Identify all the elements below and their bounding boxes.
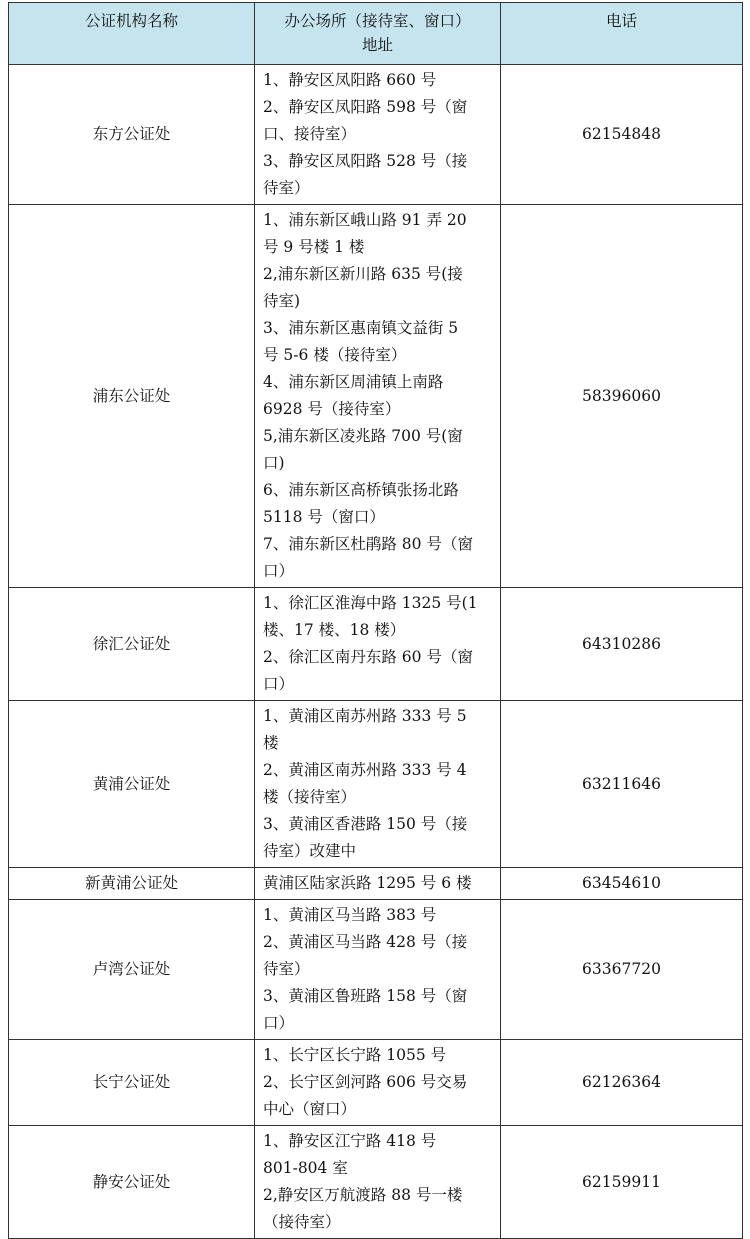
office-phone: 62154848 xyxy=(582,125,661,143)
address-line: 口、接待室） xyxy=(263,125,357,143)
address-line: 3、黄浦区鲁班路 158 号（窗 xyxy=(263,987,468,1005)
address-line: 1、黄浦区马当路 383 号 xyxy=(263,906,437,924)
address-line: 2,浦东新区新川路 635 号(接 xyxy=(263,265,463,283)
table-row xyxy=(9,65,743,205)
address-line: 口） xyxy=(263,675,295,693)
address-line: （接待室） xyxy=(263,1213,341,1231)
address-line: 1、长宁区长宁路 1055 号 xyxy=(263,1046,447,1064)
office-address-cell xyxy=(255,900,501,1040)
address-line: 待室） xyxy=(263,179,310,197)
office-name-cell xyxy=(9,1040,255,1126)
address-line: 口) xyxy=(263,454,285,472)
office-name-cell xyxy=(9,900,255,1040)
address-line: 3、静安区凤阳路 528 号（接 xyxy=(263,152,468,170)
office-name-cell xyxy=(9,65,255,205)
table-row xyxy=(9,588,743,701)
address-line: 2、长宁区剑河路 606 号交易 xyxy=(263,1073,468,1091)
office-address-cell xyxy=(255,1040,501,1126)
address-line: 黄浦区陆家浜路 1295 号 6 楼 xyxy=(263,874,472,892)
address-line: 2,静安区万航渡路 88 号一楼 xyxy=(263,1186,463,1204)
table-row xyxy=(9,1126,743,1239)
address-line: 中心（窗口） xyxy=(263,1100,357,1118)
address-line: 1、徐汇区淮海中路 1325 号(1 xyxy=(263,594,478,612)
address-line: 号 5-6 楼（接待室） xyxy=(263,346,407,364)
office-phone: 63367720 xyxy=(582,960,661,978)
office-address-cell xyxy=(255,205,501,588)
address-line: 1、静安区凤阳路 660 号 xyxy=(263,71,437,89)
address-line: 2、徐汇区南丹东路 60 号（窗 xyxy=(263,648,473,666)
office-name: 静安公证处 xyxy=(92,1172,171,1191)
address-line: 801-804 室 xyxy=(263,1159,348,1177)
address-line: 2、黄浦区马当路 428 号（接 xyxy=(263,933,468,951)
address-line: 楼（接待室） xyxy=(263,788,357,806)
office-phone-cell xyxy=(501,205,743,588)
office-phone: 62159911 xyxy=(582,1172,661,1191)
table-row xyxy=(9,701,743,868)
address-line: 待室）改建中 xyxy=(263,842,357,860)
office-address-cell xyxy=(255,1126,501,1239)
address-line: 6928 号（接待室） xyxy=(263,400,401,418)
table-row xyxy=(9,900,743,1040)
office-phone-cell xyxy=(501,65,743,205)
office-name: 浦东公证处 xyxy=(92,386,171,405)
table-row xyxy=(9,868,743,900)
header-address-line1: 办公场所（接待室、窗口） xyxy=(284,12,471,30)
address-line: 待室） xyxy=(263,960,310,978)
office-name: 卢湾公证处 xyxy=(92,960,171,978)
header-name-label: 公证机构名称 xyxy=(84,12,178,30)
office-name: 新黄浦公证处 xyxy=(84,874,178,892)
office-name-cell xyxy=(9,205,255,588)
office-phone: 64310286 xyxy=(582,634,661,653)
office-name: 黄浦公证处 xyxy=(92,774,171,793)
header-phone-label: 电话 xyxy=(605,12,637,30)
office-phone-cell xyxy=(501,1126,743,1239)
notary-office-table xyxy=(8,2,743,1239)
office-address-cell xyxy=(255,65,501,205)
office-address-cell xyxy=(255,868,501,900)
address-line: 3、黄浦区香港路 150 号（接 xyxy=(263,815,468,833)
office-name-cell xyxy=(9,868,255,900)
address-line: 口） xyxy=(263,1014,295,1032)
header-address xyxy=(255,3,501,65)
office-name-cell xyxy=(9,1126,255,1239)
address-line: 6、浦东新区高桥镇张扬北路 xyxy=(263,481,459,499)
address-line: 3、浦东新区惠南镇文益街 5 xyxy=(263,319,459,337)
address-line: 7、浦东新区杜鹃路 80 号（窗 xyxy=(263,535,473,553)
office-address-cell xyxy=(255,701,501,868)
office-phone-cell xyxy=(501,1040,743,1126)
office-phone-cell xyxy=(501,900,743,1040)
office-name-cell xyxy=(9,701,255,868)
address-line: 号 9 号楼 1 楼 xyxy=(263,238,365,256)
office-name-cell xyxy=(9,588,255,701)
address-line: 待室) xyxy=(263,292,301,310)
address-line: 1、浦东新区峨山路 91 弄 20 xyxy=(263,211,467,229)
header-address-line2: 地址 xyxy=(361,36,393,54)
header-phone xyxy=(501,3,743,65)
header-row xyxy=(9,3,743,65)
table-row xyxy=(9,205,743,588)
office-phone-cell xyxy=(501,701,743,868)
address-line: 口） xyxy=(263,562,295,580)
office-address-cell xyxy=(255,588,501,701)
address-line: 楼 xyxy=(263,734,279,752)
address-line: 5,浦东新区凌兆路 700 号(窗 xyxy=(263,427,463,445)
office-phone-cell xyxy=(501,868,743,900)
address-line: 楼、17 楼、18 楼） xyxy=(263,621,406,639)
address-line: 4、浦东新区周浦镇上南路 xyxy=(263,373,444,391)
office-name: 徐汇公证处 xyxy=(92,634,171,653)
table-row xyxy=(9,1040,743,1126)
table-body xyxy=(9,65,743,1239)
office-phone: 63211646 xyxy=(582,774,661,793)
office-name: 长宁公证处 xyxy=(92,1073,171,1091)
header-name xyxy=(9,3,255,65)
office-phone-cell xyxy=(501,588,743,701)
address-line: 1、黄浦区南苏州路 333 号 5 xyxy=(263,707,467,725)
address-line: 5118 号（窗口） xyxy=(263,508,385,526)
address-line: 1、静安区江宁路 418 号 xyxy=(263,1132,437,1150)
office-phone: 62126364 xyxy=(582,1073,661,1091)
address-line: 2、黄浦区南苏州路 333 号 4 xyxy=(263,761,467,779)
office-name: 东方公证处 xyxy=(92,125,171,143)
office-phone: 63454610 xyxy=(582,874,661,892)
address-line: 2、静安区凤阳路 598 号（窗 xyxy=(263,98,468,116)
office-phone: 58396060 xyxy=(582,386,661,405)
